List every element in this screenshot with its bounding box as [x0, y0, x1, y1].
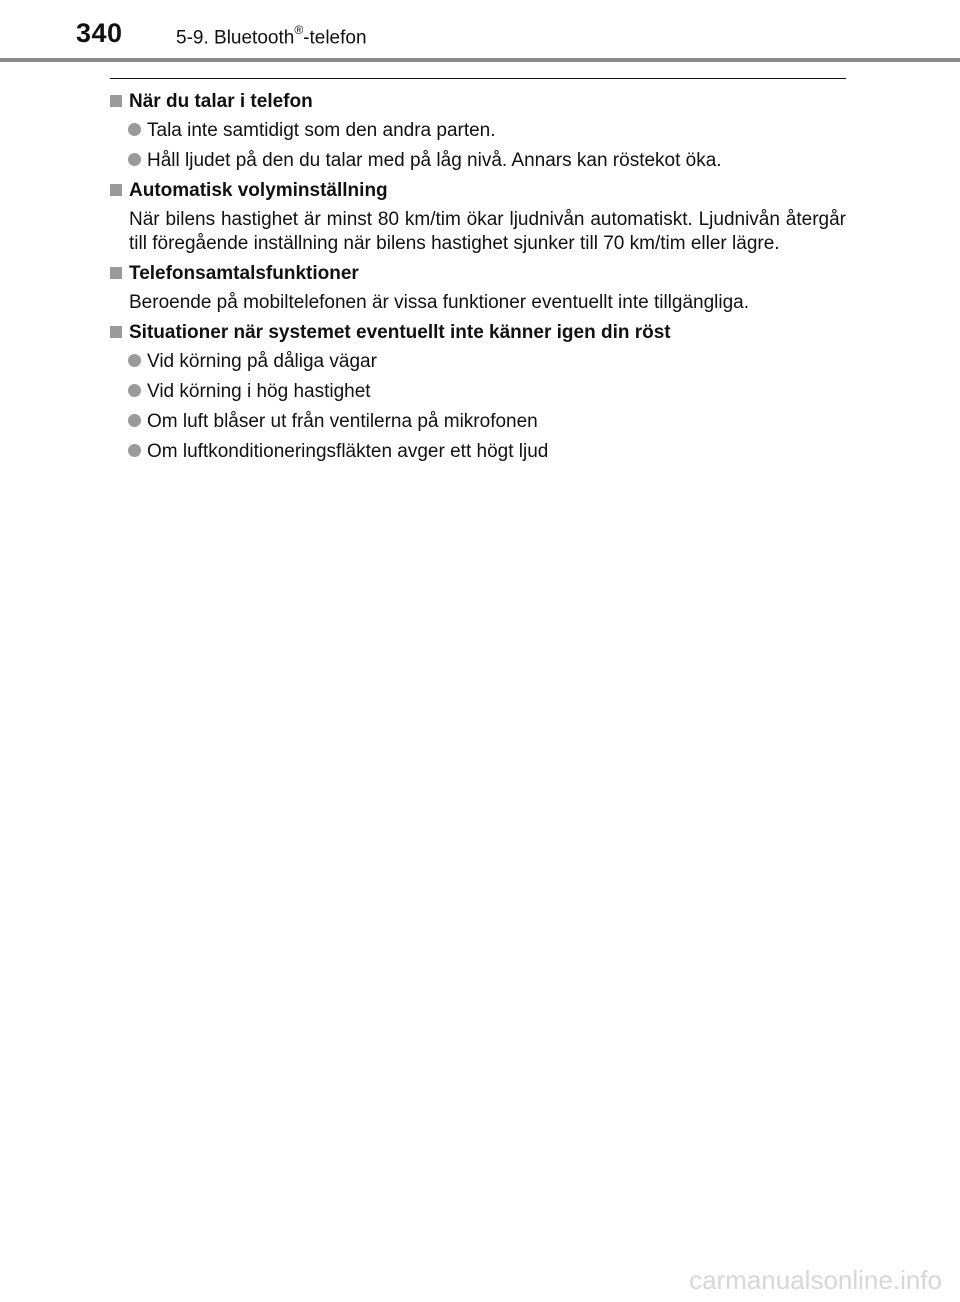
round-bullet-icon: [128, 384, 141, 397]
round-bullet-icon: [128, 354, 141, 367]
list-item: [128, 119, 846, 143]
list-item-text: Håll ljudet på den du talar med på låg nivå. Annars kan röstekot öka.: [147, 150, 722, 171]
round-bullet-icon: [128, 153, 141, 166]
page-number: 340: [76, 18, 123, 48]
square-bullet-icon: [110, 326, 122, 338]
round-bullet-icon: [128, 444, 141, 457]
chapter-title: [176, 25, 367, 49]
square-bullet-icon: [110, 184, 122, 196]
section-call-functions: [110, 262, 846, 315]
square-bullet-icon: [110, 95, 122, 107]
square-bullet-icon: [110, 267, 122, 279]
page-header: [0, 0, 960, 66]
section-calling: [110, 90, 846, 173]
section-heading: [110, 90, 846, 114]
section-paragraph: Beroende på mobiltelefonen är vissa funktioner eventuellt inte tillgängliga.: [129, 292, 750, 313]
list-item-text: Tala inte samtidigt som den andra parten.: [147, 120, 496, 141]
list-item-text: Vid körning i hög hastighet: [147, 381, 371, 402]
section-paragraph: När bilens hastighet är minst 80 km/tim ökar ljudnivån automatiskt. Ljudnivån återgår till föregående inställning när bilens hastighet sjunker till 70 km/tim eller lägre.: [129, 209, 846, 254]
list-item: [128, 440, 846, 464]
list-item: [128, 149, 846, 173]
list-item: [128, 380, 846, 404]
content-divider: [110, 78, 846, 79]
list-item: [128, 410, 846, 434]
registered-mark: ®: [294, 23, 304, 37]
section-heading: [110, 262, 846, 286]
section-heading: [110, 179, 846, 203]
section-voice-recognition: [110, 321, 846, 464]
watermark-link[interactable]: carmanualsonline.info: [689, 1265, 942, 1295]
section-heading-text: Automatisk volyminställning: [129, 180, 388, 201]
section-auto-volume: [110, 179, 846, 256]
header-divider: [0, 58, 960, 62]
list-item: [128, 350, 846, 374]
section-heading-text: Situationer när systemet eventuellt inte känner igen din röst: [129, 322, 671, 343]
chapter-title-prefix: 5-9. Bluetooth: [176, 27, 295, 49]
round-bullet-icon: [128, 414, 141, 427]
chapter-title-suffix: -telefon: [303, 27, 367, 49]
list-item-text: Om luftkonditioneringsfläkten avger ett högt ljud: [147, 441, 549, 462]
list-item-text: Vid körning på dåliga vägar: [147, 351, 377, 372]
section-heading-text: Telefonsamtalsfunktioner: [129, 263, 359, 284]
page-content: [110, 90, 846, 470]
list-item-text: Om luft blåser ut från ventilerna på mikrofonen: [147, 411, 538, 432]
round-bullet-icon: [128, 123, 141, 136]
section-heading: [110, 321, 846, 345]
section-heading-text: När du talar i telefon: [129, 91, 313, 112]
